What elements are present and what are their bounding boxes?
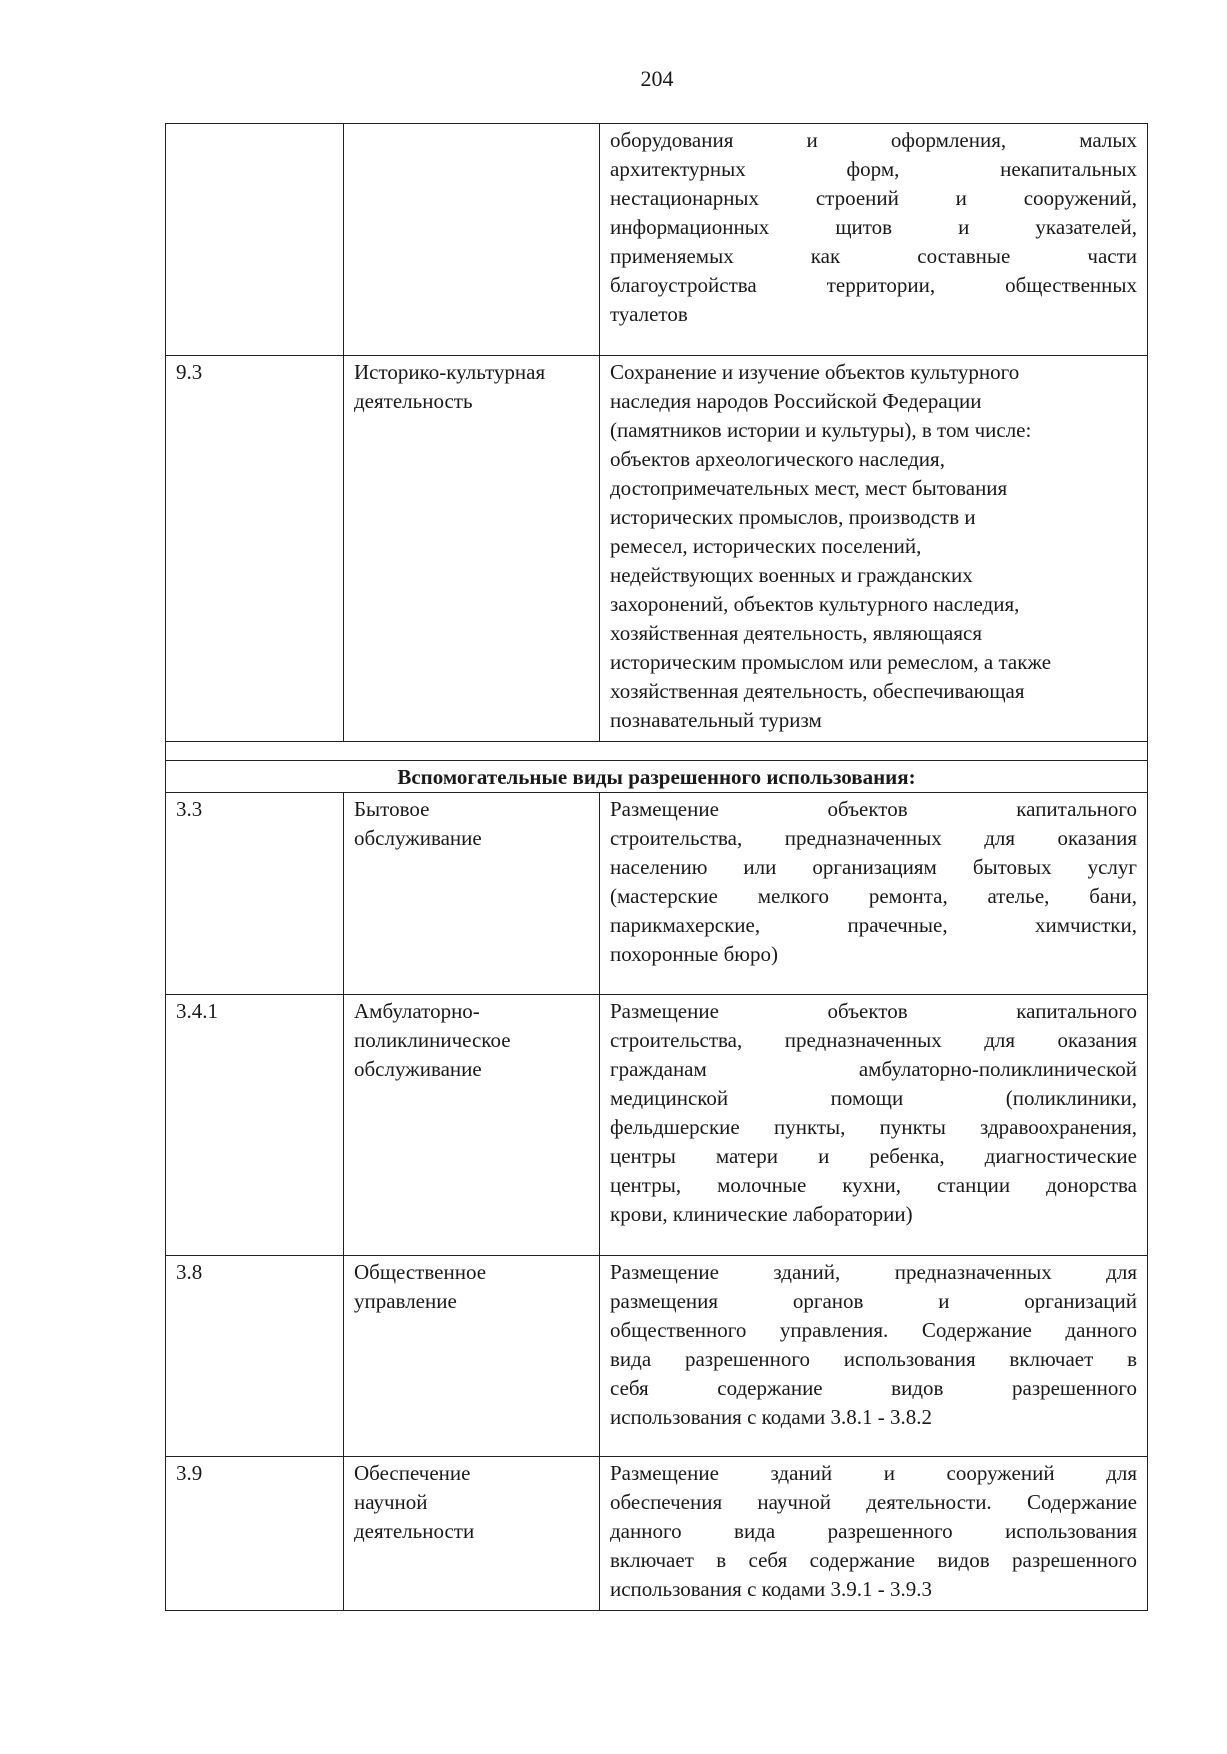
description-line: ремесел, исторических поселений,	[610, 534, 922, 558]
description-line: (мастерские мелкого ремонта, ателье, бани,	[610, 884, 1137, 908]
description-cell	[600, 124, 1148, 356]
description-line: Размещение объектов капитального	[610, 999, 1137, 1023]
description-cell	[600, 356, 1148, 742]
code-cell	[166, 124, 344, 356]
page-number: 204	[640, 66, 674, 91]
description-line: данного вида разрешенного использования	[610, 1519, 1137, 1543]
use-name-line: деятельность	[354, 389, 473, 413]
description-line: центры, молочные кухни, станции донорства	[610, 1173, 1137, 1197]
description-line: размещения органов и организаций	[610, 1289, 1137, 1313]
description-line: включает в себя содержание видов разрешенного	[610, 1548, 1137, 1572]
description-line: похоронные бюро)	[610, 942, 778, 966]
use-code: 3.3	[176, 797, 203, 821]
use-name-line: поликлиническое	[354, 1028, 511, 1052]
use-code: 3.4.1	[176, 999, 218, 1023]
description-line: гражданам амбулаторно-поликлинической	[610, 1057, 1137, 1081]
description-cell	[600, 1256, 1148, 1457]
name-cell	[344, 995, 600, 1256]
description-line: Размещение объектов капитального	[610, 797, 1137, 821]
description-cell	[600, 793, 1148, 995]
description-line: исторических промыслов, производств и	[610, 505, 976, 529]
description-line: Размещение зданий, предназначенных для	[610, 1260, 1137, 1284]
use-code: 3.9	[176, 1461, 203, 1485]
description-line: благоустройства территории, общественных	[610, 273, 1137, 297]
use-name-line: Обеспечение	[354, 1461, 471, 1485]
description-line: парикмахерские, прачечные, химчистки,	[610, 913, 1137, 937]
description-line: объектов археологического наследия,	[610, 447, 945, 471]
description-line: использования с кодами 3.9.1 - 3.9.3	[610, 1577, 932, 1601]
code-cell	[166, 995, 344, 1256]
use-name-line: Историко-культурная	[354, 360, 546, 384]
description-line: населению или организациям бытовых услуг	[610, 855, 1137, 879]
description-line: медицинской помощи (поликлиники,	[610, 1086, 1137, 1110]
code-cell	[166, 356, 344, 742]
use-code: 3.8	[176, 1260, 203, 1284]
table-row	[166, 124, 1148, 356]
description-line: оборудования и оформления, малых	[610, 128, 1137, 152]
description-line: крови, клинические лаборатории)	[610, 1202, 913, 1226]
table-row	[166, 793, 1148, 995]
name-cell	[344, 1457, 600, 1611]
use-name-line: обслуживание	[354, 1057, 482, 1081]
use-name-line: Амбулаторно-	[354, 999, 480, 1023]
table-row	[166, 995, 1148, 1256]
description-line: (памятников истории и культуры), в том числе:	[610, 418, 1032, 442]
empty-row	[166, 742, 1148, 761]
description-line: историческим промыслом или ремеслом, а также	[610, 650, 1052, 674]
name-cell	[344, 356, 600, 742]
description-line: строительства, предназначенных для оказания	[610, 826, 1137, 850]
description-line: общественного управления. Содержание данного	[610, 1318, 1137, 1342]
table-row	[166, 1256, 1148, 1457]
code-cell	[166, 1256, 344, 1457]
description-line: Размещение зданий и сооружений для	[610, 1461, 1137, 1485]
description-line: хозяйственная деятельность, обеспечивающая	[610, 679, 1025, 703]
land-use-table	[165, 123, 1148, 1611]
description-line: туалетов	[610, 302, 688, 326]
description-line: строительства, предназначенных для оказания	[610, 1028, 1137, 1052]
section-header: Вспомогательные виды разрешенного использования:	[166, 761, 1148, 793]
code-cell	[166, 1457, 344, 1611]
description-line: себя содержание видов разрешенного	[610, 1376, 1137, 1400]
description-line: наследия народов Российской Федерации	[610, 389, 982, 413]
use-name-line: Общественное	[354, 1260, 487, 1284]
description-line: вида разрешенного использования включает в	[610, 1347, 1137, 1371]
code-cell	[166, 793, 344, 995]
description-line: использования с кодами 3.8.1 - 3.8.2	[610, 1405, 932, 1429]
description-line: недействующих военных и гражданских	[610, 563, 973, 587]
use-name-line: управление	[354, 1289, 457, 1313]
description-line: фельдшерские пункты, пункты здравоохранения,	[610, 1115, 1137, 1139]
description-line: архитектурных форм, некапитальных	[610, 157, 1137, 181]
description-cell	[600, 995, 1148, 1256]
description-line: Сохранение и изучение объектов культурного	[610, 360, 1020, 384]
empty-cell	[166, 742, 1148, 761]
description-line: нестационарных строений и сооружений,	[610, 186, 1137, 210]
description-line: захоронений, объектов культурного наследия,	[610, 592, 1020, 616]
description-line: хозяйственная деятельность, являющаяся	[610, 621, 983, 645]
description-line: применяемых как составные части	[610, 244, 1137, 268]
description-line: познавательный туризм	[610, 708, 822, 732]
use-code: 9.3	[176, 360, 203, 384]
table-row	[166, 1457, 1148, 1611]
name-cell	[344, 124, 600, 356]
description-line: достопримечательных мест, мест бытования	[610, 476, 1008, 500]
description-line: центры матери и ребенка, диагностические	[610, 1144, 1137, 1168]
use-name-line: Бытовое	[354, 797, 430, 821]
description-cell	[600, 1457, 1148, 1611]
name-cell	[344, 1256, 600, 1457]
use-name-line: научной	[354, 1490, 428, 1514]
section-header-row	[166, 761, 1148, 793]
table-row	[166, 356, 1148, 742]
description-line: обеспечения научной деятельности. Содержание	[610, 1490, 1137, 1514]
description-line: информационных щитов и указателей,	[610, 215, 1137, 239]
use-name-line: обслуживание	[354, 826, 482, 850]
use-name-line: деятельности	[354, 1519, 475, 1543]
name-cell	[344, 793, 600, 995]
